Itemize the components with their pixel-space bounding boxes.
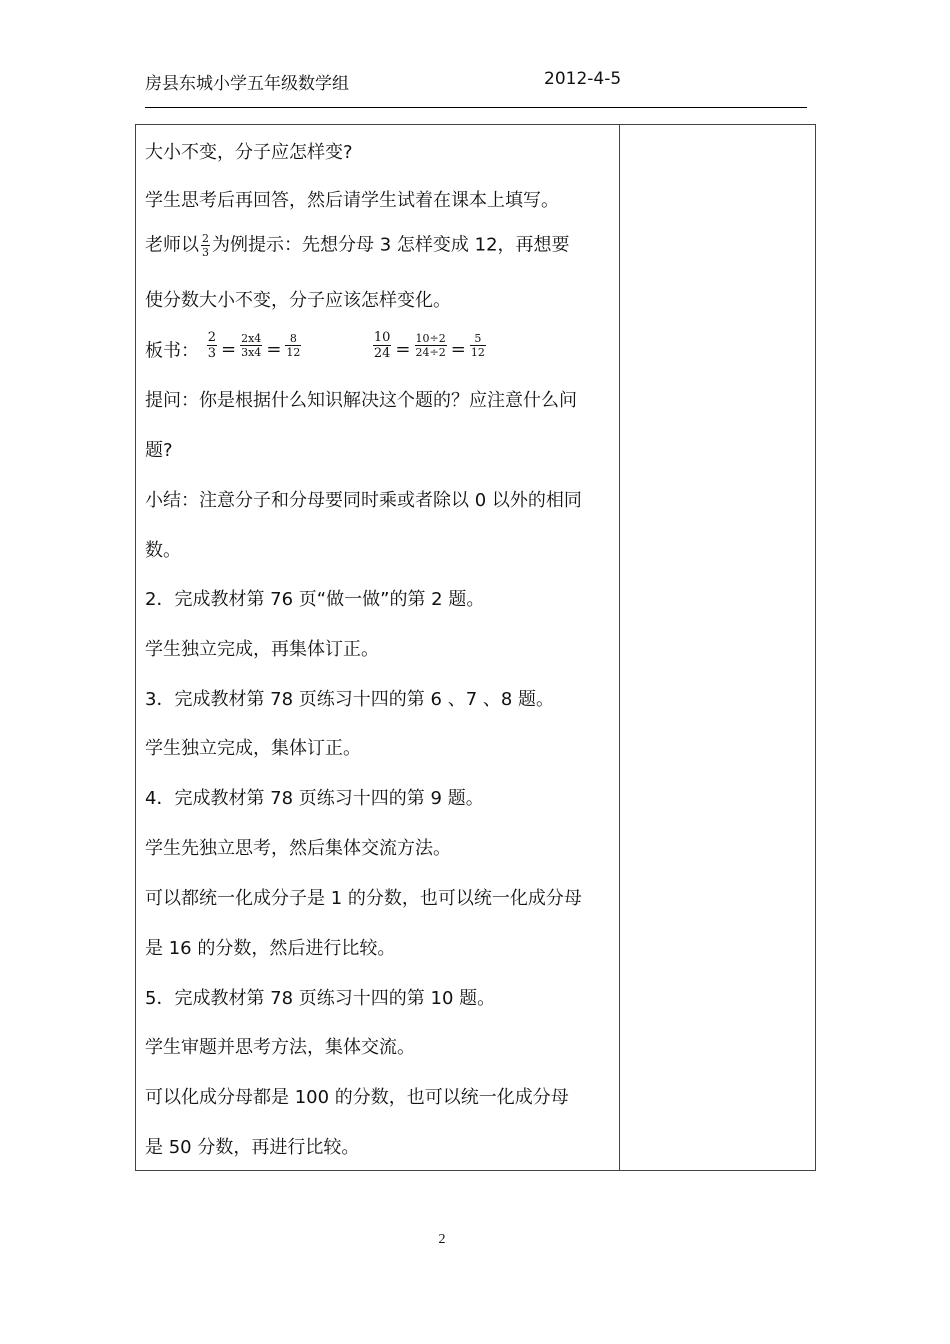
header-divider	[145, 107, 807, 108]
fraction-denominator: 24	[373, 346, 391, 361]
fraction-numerator: 2x4	[241, 332, 262, 345]
text-line: 4．完成教材第 78 页练习十四的第 9 题。	[145, 788, 484, 809]
text-segment: 老师以	[145, 234, 199, 256]
fraction	[240, 333, 262, 358]
equals-sign: =	[395, 338, 411, 360]
fraction-denominator: 12	[286, 346, 301, 359]
text-line: 是 50 分数，再进行比较。	[145, 1137, 360, 1158]
equals-sign: =	[450, 338, 466, 360]
fraction	[470, 333, 486, 358]
fraction-numerator: 10	[373, 330, 391, 345]
board-line	[145, 331, 488, 364]
header-school: 房县东城小学五年级数学组	[145, 74, 349, 94]
fraction	[373, 331, 392, 360]
board-label: 板书：	[145, 340, 199, 362]
page-number: 2	[438, 1232, 446, 1247]
text-line: 题?	[145, 440, 173, 461]
equals-sign: =	[266, 338, 282, 360]
fraction-denominator: 3x4	[241, 346, 262, 359]
fraction-denominator: 24÷2	[415, 346, 446, 359]
fraction-denominator: 3	[207, 346, 217, 361]
text-line-example	[145, 233, 570, 258]
lesson-table	[135, 124, 816, 1171]
fraction	[415, 333, 447, 358]
fraction-numerator: 2	[207, 330, 217, 345]
fraction-example	[201, 233, 210, 258]
equals-sign: =	[221, 338, 237, 360]
fraction-denominator: 3	[202, 246, 209, 259]
text-line: 大小不变，分子应怎样变?	[145, 142, 353, 163]
text-line: 可以都统一化成分子是 1 的分数，也可以统一化成分母	[145, 888, 582, 909]
text-line: 是 16 的分数，然后进行比较。	[145, 938, 396, 959]
fraction-numerator: 8	[289, 332, 297, 345]
text-segment: 为例提示：先想分母 3 怎样变成 12，再想要	[212, 234, 570, 256]
text-line: 学生先独立思考，然后集体交流方法。	[145, 838, 451, 859]
text-line: 3．完成教材第 78 页练习十四的第 6 、7 、8 题。	[145, 689, 555, 710]
text-line: 数。	[145, 540, 181, 561]
text-line: 小结：注意分子和分母要同时乘或者除以 0 以外的相同	[145, 490, 582, 511]
text-line: 学生思考后再回答，然后请学生试着在课本上填写。	[145, 190, 559, 211]
text-line: 5．完成教材第 78 页练习十四的第 10 题。	[145, 988, 496, 1009]
text-line: 提问：你是根据什么知识解决这个题的？应注意什么问	[145, 390, 577, 411]
fraction	[285, 333, 301, 358]
text-line: 学生独立完成，再集体订正。	[145, 639, 379, 660]
fraction-numerator: 10÷2	[415, 332, 446, 345]
fraction-numerator: 2	[202, 232, 209, 245]
fraction-numerator: 5	[474, 332, 482, 345]
fraction-denominator: 12	[470, 346, 485, 359]
text-line: 可以化成分母都是 100 的分数，也可以统一化成分母	[145, 1087, 569, 1108]
header-date: 2012-4-5	[544, 69, 622, 89]
text-line: 2．完成教材第 76 页“做一做”的第 2 题。	[145, 589, 485, 610]
fraction	[207, 331, 217, 360]
notes-cell	[620, 125, 815, 1170]
text-line: 学生审题并思考方法，集体交流。	[145, 1037, 415, 1058]
text-line: 学生独立完成，集体订正。	[145, 738, 361, 759]
text-line: 使分数大小不变，分子应该怎样变化。	[145, 290, 451, 311]
